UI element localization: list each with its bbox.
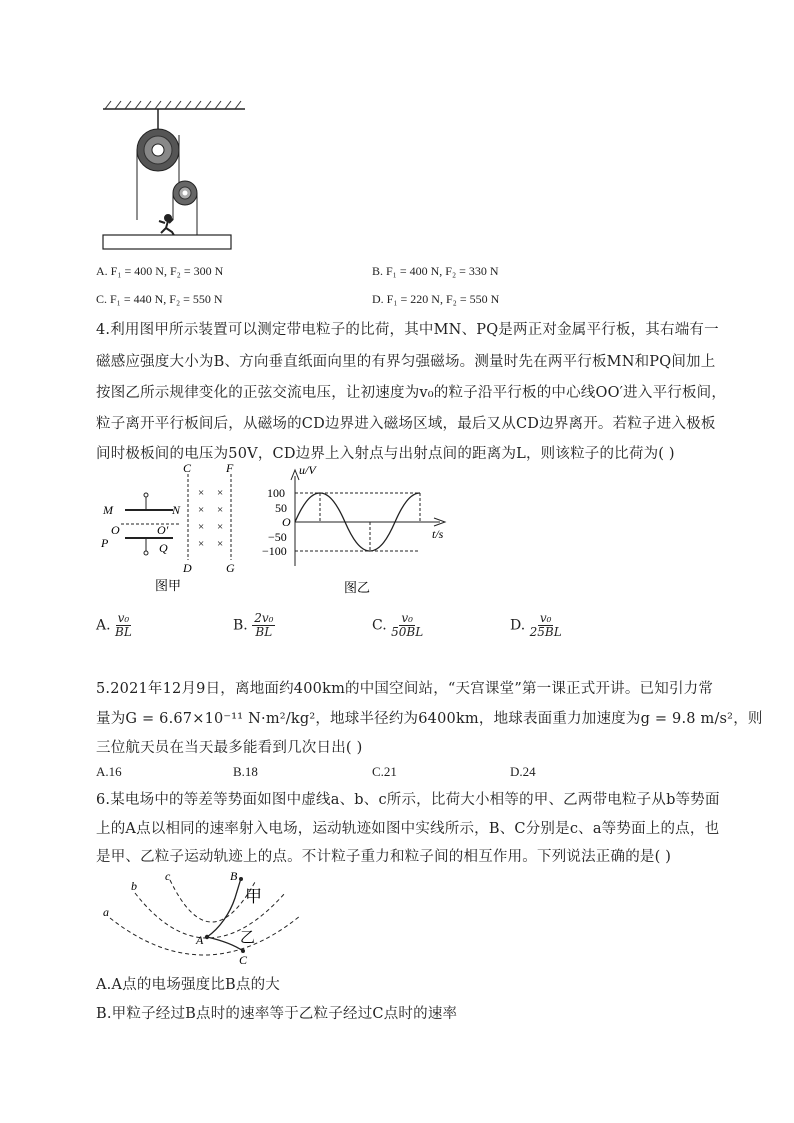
label-C: C: [183, 462, 192, 475]
q3-option-b[interactable]: B. F₁ = 400 N, F₂ = 330 N: [372, 264, 499, 278]
q5-line-1: 5.2021年12月9日，离地面约400km的中国空间站，“天宫课堂”第一课正式开讲。已知引力常: [96, 681, 714, 697]
xlabel: t/s: [432, 527, 444, 541]
equipotential-a: [110, 916, 300, 955]
q4-line-2: 磁感应强度大小为B、方向垂直纸面向里的有界匀强磁场。测量时先在两平行板MN和PQ间加上: [96, 354, 716, 370]
label-c: c: [165, 869, 171, 883]
caption-yi: 图乙: [344, 580, 371, 595]
q4-line-3: 按图乙所示规律变化的正弦交流电压，让初速度为v₀的粒子沿平行板的中心线OO′进入平行板间，: [96, 385, 727, 401]
svg-text:×: ×: [217, 504, 224, 516]
label-B: B: [230, 869, 238, 883]
q3-option-a[interactable]: A. F₁ = 400 N, F₂ = 300 N: [96, 264, 224, 278]
label-G: G: [226, 561, 235, 575]
trajectory-jia: [207, 878, 241, 937]
svg-text:×: ×: [217, 487, 224, 499]
label-O-prime: O′: [157, 523, 169, 537]
q6-option-b[interactable]: B.甲粒子经过B点时的速率等于乙粒子经过C点时的速率: [96, 1006, 458, 1022]
svg-text:×: ×: [217, 521, 224, 533]
equipotential-b: [135, 893, 285, 938]
q5-option-d[interactable]: D.24: [510, 764, 536, 779]
q4-option-c[interactable]: C. $\frac{\text{v₀}}{50BL}$: [372, 611, 424, 639]
label-Q: Q: [159, 541, 168, 555]
label-F: F: [226, 462, 234, 475]
svg-text:×: ×: [198, 521, 205, 533]
svg-text:×: ×: [217, 538, 224, 550]
label-A: A: [196, 933, 204, 947]
q4-line-4: 粒子离开平行板间后，从磁场的CD边界进入磁场区域，最后又从CD边界离开。若粒子进入极板: [96, 416, 716, 432]
pulley-figure: [95, 95, 265, 255]
label-P: P: [101, 536, 109, 550]
label-yi: 乙: [240, 930, 256, 946]
q4-option-a[interactable]: A. $\frac{\text{v₀}}{BL}$: [96, 611, 132, 639]
figure-jia: [95, 462, 255, 597]
label-jia: 甲: [245, 887, 262, 906]
label-M: M: [103, 503, 113, 517]
q4-option-d[interactable]: D. $\frac{\text{v₀}}{25BL}$: [510, 611, 562, 639]
equipotential-figure: [95, 868, 315, 968]
tick-neg50: −50: [268, 530, 287, 544]
svg-text:×: ×: [198, 504, 205, 516]
tick-origin: O: [282, 515, 291, 529]
q5-line-2: 量为G = 6.67×10⁻¹¹ N·m²/kg²，地球半径约为6400km，地球表面重力加速度为g = 9.8 m/s²，则: [96, 711, 763, 727]
svg-text:×: ×: [198, 538, 205, 550]
q6-line-2: 上的A点以相同的速率射入电场，运动轨迹如图中实线所示，B、C分别是c、a等势面上的点，也: [96, 821, 720, 837]
label-O: O: [111, 523, 120, 537]
label-D: D: [183, 561, 192, 575]
caption-jia: 图甲: [155, 578, 182, 593]
label-a: a: [103, 905, 109, 919]
q5-option-b[interactable]: B.18: [233, 764, 258, 779]
tick-100: 100: [267, 486, 285, 500]
tick-neg100: −100: [262, 544, 287, 558]
q4-line-5: 间时极板间的电压为50V，CD边界上入射点与出射点间的距离为L，则该粒子的比荷为( ): [96, 446, 675, 462]
q5-option-c[interactable]: C.21: [372, 764, 397, 779]
magnetic-field-crosses: [198, 487, 223, 550]
tick-50: 50: [275, 501, 287, 515]
q4-line-1: 4.利用图甲所示装置可以测定带电粒子的比荷，其中MN、PQ是两正对金属平行板，其右端有一: [96, 322, 719, 338]
figure-yi: [262, 462, 462, 602]
svg-text:×: ×: [198, 487, 205, 499]
ylabel: u/V: [299, 463, 316, 477]
q6-line-3: 是甲、乙粒子运动轨迹上的点。不计粒子重力和粒子间的相互作用。下列说法正确的是( ): [96, 849, 672, 865]
label-C: C: [239, 953, 248, 967]
q5-line-3: 三位航天员在当天最多能看到几次日出( ): [96, 740, 363, 756]
q5-option-a[interactable]: A.16: [96, 764, 122, 779]
equipotential-c: [170, 880, 255, 922]
label-b: b: [131, 879, 137, 893]
q3-option-d[interactable]: D. F₁ = 220 N, F₂ = 550 N: [372, 292, 500, 306]
q3-option-c[interactable]: C. F₁ = 440 N, F₂ = 550 N: [96, 292, 223, 306]
label-N: N: [172, 503, 181, 517]
q4-option-b[interactable]: B. $\frac{\text{2v₀}}{BL}$: [233, 611, 274, 639]
q6-option-a[interactable]: A.A点的电场强度比B点的大: [96, 977, 281, 993]
trajectory-yi: [207, 937, 243, 951]
q6-line-1: 6.某电场中的等差等势面如图中虚线a、b、c所示，比荷大小相等的甲、乙两带电粒子从b等势面: [96, 792, 720, 808]
